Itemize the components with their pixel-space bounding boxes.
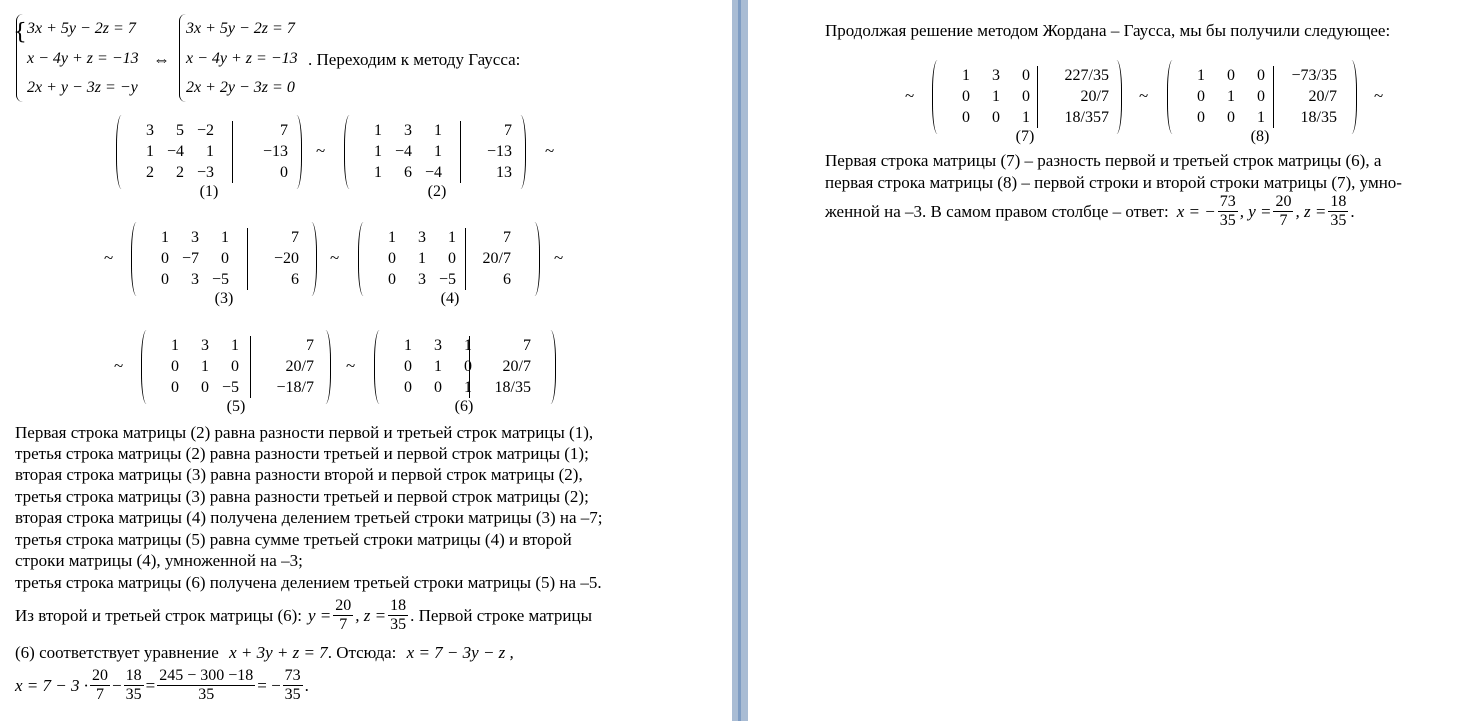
explanation-line-3: вторая строка матрицы (3) равна разности второй и первой строк матрицы (2), [15, 465, 583, 484]
row-equation: x + 3y + z = 7 [229, 643, 328, 662]
explanation-line-5: вторая строка матрицы (4) получена делением третьей строки матрицы (3) на –7; [15, 508, 603, 527]
augment-bar [465, 228, 466, 290]
matrix-cell: 3 [201, 337, 209, 354]
matrix-cell: 1 [201, 358, 209, 375]
sim-1-2: ~ [316, 141, 326, 160]
matrix-rhs-cell: 20/7 [1080, 88, 1109, 105]
matrix-rhs-cell: 18/35 [1300, 109, 1337, 126]
left-paren [344, 115, 355, 189]
matrix-cell: −3 [196, 164, 214, 181]
x-final-frac-4: $\frac{73}{35}$ [284, 667, 301, 703]
sim-before-3: ~ [104, 248, 114, 267]
augment-bar [469, 336, 470, 398]
left-matrix-label-1: (1) [199, 183, 219, 200]
matrix-rhs-cell: 20/7 [285, 358, 314, 375]
augment-bar [460, 121, 461, 183]
augment-bar [250, 336, 251, 398]
left-page [0, 0, 732, 721]
matrix-rhs-cell: 7 [291, 229, 299, 246]
left-matrix-1 [116, 115, 302, 189]
matrix-cell: 0 [404, 358, 412, 375]
right-paren [529, 222, 540, 296]
matrix-cell: 1 [1227, 88, 1235, 105]
equals-minus-sign: = − [257, 676, 281, 695]
right-matrix-label-1: (7) [1015, 128, 1035, 145]
explanation-line-7: строки матрицы (4), умноженной на –3; [15, 551, 303, 570]
matrix-rhs-cell: 18/357 [1064, 109, 1109, 126]
matrix-rhs-cell: 7 [280, 122, 288, 139]
left-brace: { [13, 20, 27, 45]
matrix-cell: 1 [388, 229, 396, 246]
matrix-cell: −2 [196, 122, 214, 139]
corresponds-text: (6) соответствует уравнение [15, 643, 219, 662]
matrix-cell: 3 [191, 229, 199, 246]
matrix-rhs-cell: 6 [291, 271, 299, 288]
matrix-cell: 0 [404, 379, 412, 396]
sim-3-4: ~ [330, 248, 340, 267]
matrix-rhs-cell: 20/7 [482, 250, 511, 267]
augment-bar [247, 228, 248, 290]
right-page [748, 0, 1482, 721]
matrix-cell: 0 [962, 88, 970, 105]
answer-x-label: x = − [1176, 202, 1216, 221]
left-matrix-label-3: (3) [214, 290, 234, 307]
matrix-cell: 0 [171, 379, 179, 396]
matrix-cell: 6 [404, 164, 412, 181]
sim-after-8: ~ [1374, 86, 1384, 105]
matrix-cell: 0 [464, 358, 472, 375]
augment-bar [1037, 66, 1038, 128]
matrix-cell: 0 [962, 109, 970, 126]
x-final-prefix: x = 7 − 3 · [15, 676, 88, 695]
matrix-cell: 1 [434, 358, 442, 375]
answer-period: . [1350, 202, 1355, 221]
corresponds-line [15, 642, 514, 663]
yz-values-line [15, 597, 592, 634]
left-matrix-label-4: (4) [440, 290, 460, 307]
matrix-rhs-cell: −73/35 [1291, 67, 1337, 84]
right-matrix-label-2: (8) [1250, 128, 1270, 145]
matrix-rhs-cell: 7 [306, 337, 314, 354]
sim-after-4: ~ [554, 248, 564, 267]
matrix-rhs-cell: 20/7 [502, 358, 531, 375]
matrix-cell: 1 [434, 122, 442, 139]
right-paren [1111, 60, 1122, 134]
matrix-cell: 1 [374, 143, 382, 160]
matrix-cell: 3 [992, 67, 1000, 84]
page-gap [732, 0, 748, 721]
matrix-cell: −4 [394, 143, 412, 160]
sim-before-5: ~ [114, 356, 124, 375]
matrix-cell: 1 [221, 229, 229, 246]
matrix-cell: 3 [418, 229, 426, 246]
matrix-cell: 0 [161, 271, 169, 288]
matrix-cell: 2 [176, 164, 184, 181]
matrix-cell: 2 [146, 164, 154, 181]
sim-5-6: ~ [346, 356, 356, 375]
left-matrix-label-6: (6) [454, 398, 474, 415]
matrix-cell: 1 [146, 143, 154, 160]
matrix-rhs-cell: 20/7 [1308, 88, 1337, 105]
augment-bar [1273, 66, 1274, 128]
matrix-cell: 0 [992, 109, 1000, 126]
matrix-cell: 0 [161, 250, 169, 267]
matrix-cell: −5 [221, 379, 239, 396]
y-fraction: $\frac{20}{7}$ [335, 597, 352, 633]
system-b-line1: 3x + 5y − 2z = 7 [186, 20, 295, 37]
matrix-cell: 0 [231, 358, 239, 375]
answer-lead-text: женной на –3. В самом правом столбце – ответ: [825, 202, 1169, 221]
answer-x-fraction: $\frac{73}{35}$ [1219, 193, 1236, 229]
matrix-cell: −4 [424, 164, 442, 181]
equivalence-symbol: ⇔ [153, 50, 170, 69]
matrix-cell: 1 [374, 164, 382, 181]
right-paren [320, 330, 331, 404]
matrix-rhs-cell: 18/35 [494, 379, 531, 396]
system-brace-b [179, 14, 186, 102]
matrix-cell: 1 [1197, 67, 1205, 84]
matrix-cell: 1 [464, 379, 472, 396]
explanation-line-2: третья строка матрицы (2) равна разности третьей и первой строк матрицы (1); [15, 444, 589, 463]
matrix-cell: 0 [1197, 88, 1205, 105]
matrix-cell: 1 [418, 250, 426, 267]
matrix-rhs-cell: 13 [496, 164, 512, 181]
sim-7-8: ~ [1139, 86, 1149, 105]
matrix-cell: 1 [171, 337, 179, 354]
matrix-cell: 0 [1227, 67, 1235, 84]
left-matrix-4 [358, 222, 540, 296]
matrix-cell: 0 [1227, 109, 1235, 126]
first-row-text: . Первой строке матрицы [410, 606, 593, 625]
left-paren [374, 330, 385, 404]
left-paren [141, 330, 152, 404]
left-matrix-label-5: (5) [226, 398, 246, 415]
minus-sign: − [112, 676, 122, 695]
matrix-cell: 0 [1257, 88, 1265, 105]
matrix-cell: 0 [1257, 67, 1265, 84]
period: . [304, 676, 309, 695]
matrix-cell: 1 [374, 122, 382, 139]
answer-z-label: , z = [1295, 202, 1327, 221]
matrix-cell: 3 [404, 122, 412, 139]
matrix-rhs-cell: 6 [503, 271, 511, 288]
system-a-line2: x − 4y + z = −13 [27, 50, 139, 67]
left-matrix-2 [344, 115, 526, 189]
system-b-line3: 2x + 2y − 3z = 0 [186, 79, 295, 96]
sim-before-7: ~ [905, 86, 915, 105]
left-matrix-label-2: (2) [427, 183, 447, 200]
equals-sign: = [145, 676, 156, 695]
matrix-cell: 0 [1022, 67, 1030, 84]
matrix-cell: 0 [388, 271, 396, 288]
matrix-rhs-cell: −18/7 [276, 379, 314, 396]
matrix-cell: 1 [404, 337, 412, 354]
z-fraction: $\frac{18}{35}$ [390, 597, 407, 633]
matrix-cell: 0 [171, 358, 179, 375]
system-brace-a [16, 14, 23, 102]
matrix-cell: −4 [166, 143, 184, 160]
matrix-cell: 1 [434, 143, 442, 160]
matrix-cell: 0 [388, 250, 396, 267]
matrix-rhs-cell: 227/35 [1064, 67, 1109, 84]
matrix-cell: 0 [448, 250, 456, 267]
left-matrix-5 [141, 330, 331, 404]
explanation-line-6: третья строка матрицы (5) равна сумме третьей строки матрицы (4) и второй [15, 530, 572, 549]
system-b-line2: x − 4y + z = −13 [186, 50, 298, 67]
right-matrix-2 [1167, 60, 1357, 134]
left-paren [1167, 60, 1178, 134]
left-paren [932, 60, 943, 134]
matrix-cell: 1 [1257, 109, 1265, 126]
matrix-cell: 1 [1022, 109, 1030, 126]
right-paren [291, 115, 302, 189]
matrix-cell: 1 [448, 229, 456, 246]
matrix-rhs-cell: −20 [273, 250, 299, 267]
matrix-rhs-cell: −13 [486, 143, 512, 160]
right-expl-line-2: первая строка матрицы (8) – первой строки и второй строки матрицы (7), умно- [825, 173, 1402, 192]
matrix-cell: 0 [1022, 88, 1030, 105]
right-matrix-1 [932, 60, 1122, 134]
x-expression: x = 7 − 3y − z , [406, 643, 514, 662]
matrix-cell: 1 [962, 67, 970, 84]
matrix-cell: 1 [464, 337, 472, 354]
page-edge [738, 0, 741, 721]
matrix-cell: 3 [434, 337, 442, 354]
matrix-cell: 0 [221, 250, 229, 267]
x-final-line [15, 667, 309, 704]
matrix-cell: 1 [206, 143, 214, 160]
matrix-cell: 3 [146, 122, 154, 139]
left-paren [116, 115, 127, 189]
matrix-cell: 0 [201, 379, 209, 396]
z-equals: , z = [355, 606, 387, 625]
left-matrix-6 [374, 330, 556, 404]
answer-y-fraction: $\frac{20}{7}$ [1275, 193, 1292, 229]
y-equals: y = [308, 606, 332, 625]
x-final-frac-3: $\frac{245 - 300 -18}{35}$ [159, 667, 254, 703]
matrix-cell: 1 [992, 88, 1000, 105]
left-paren [131, 222, 142, 296]
matrix-cell: −5 [211, 271, 229, 288]
system-a-line1: 3x + 5y − 2z = 7 [27, 20, 136, 37]
matrix-cell: −5 [438, 271, 456, 288]
left-matrix-3 [131, 222, 317, 296]
augment-bar [232, 121, 233, 183]
right-paren [306, 222, 317, 296]
matrix-rhs-cell: −13 [262, 143, 288, 160]
left-paren [358, 222, 369, 296]
explanation-line-1: Первая строка матрицы (2) равна разности первой и третьей строк матрицы (1), [15, 423, 594, 442]
matrix-rhs-cell: 0 [280, 164, 288, 181]
sim-after-2: ~ [545, 141, 555, 160]
hence-text: . Отсюда: [327, 643, 397, 662]
matrix-rhs-cell: 7 [523, 337, 531, 354]
matrix-cell: 3 [418, 271, 426, 288]
right-paren [545, 330, 556, 404]
right-expl-line-3 [825, 193, 1355, 230]
matrix-cell: 5 [176, 122, 184, 139]
x-final-frac-1: $\frac{20}{7}$ [92, 667, 108, 703]
matrix-rhs-cell: 7 [504, 122, 512, 139]
explanation-line-8: третья строка матрицы (6) получена делением третьей строки матрицы (5) на –5. [15, 573, 602, 592]
answer-y-label: , y = [1239, 202, 1272, 221]
explanation-line-4: третья строка матрицы (3) равна разности третьей и первой строк матрицы (2); [15, 487, 589, 506]
matrix-cell: 1 [161, 229, 169, 246]
matrix-cell: −7 [181, 250, 199, 267]
x-final-frac-2: $\frac{18}{35}$ [125, 667, 142, 703]
right-paren [1346, 60, 1357, 134]
answer-z-fraction: $\frac{18}{35}$ [1330, 193, 1347, 229]
matrix-cell: 3 [191, 271, 199, 288]
jordan-intro: Продолжая решение методом Жордана – Гаусса, мы бы получили следующее: [825, 21, 1391, 40]
right-expl-line-1: Первая строка матрицы (7) – разность первой и третьей строк матрицы (6), а [825, 151, 1382, 170]
matrix-rhs-cell: 7 [503, 229, 511, 246]
gauss-transition-text: . Переходим к методу Гаусса: [308, 50, 521, 69]
matrix-cell: 0 [434, 379, 442, 396]
right-paren [515, 115, 526, 189]
from-rows-text: Из второй и третьей строк матрицы (6): [15, 606, 302, 625]
matrix-cell: 1 [231, 337, 239, 354]
matrix-cell: 0 [1197, 109, 1205, 126]
system-a-line3: 2x + y − 3z = −y [27, 79, 138, 96]
